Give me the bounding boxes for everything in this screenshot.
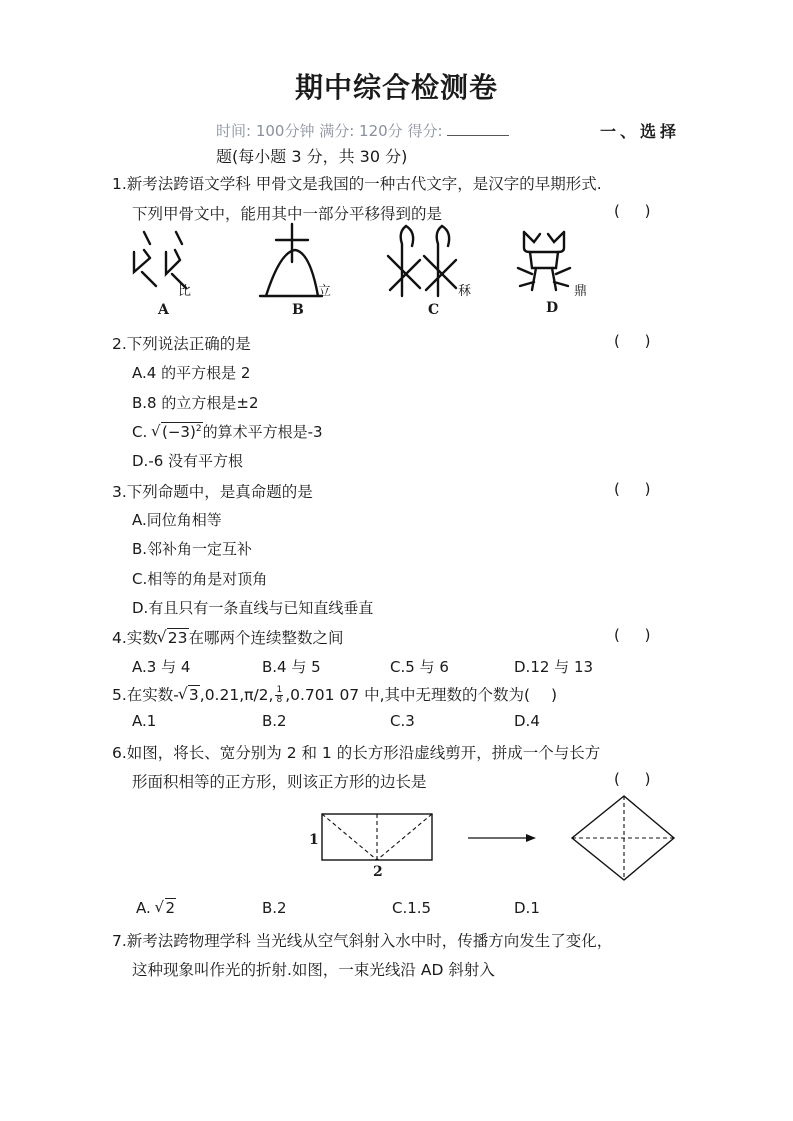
oracle-ding-glyph bbox=[518, 232, 570, 290]
q7-stem-line2: 这种现象叫作光的折射.如图，一束光线沿 AD 斜射入 bbox=[132, 961, 495, 979]
q5-option-a: A.1 bbox=[132, 712, 157, 730]
q2-option-c bbox=[132, 421, 323, 442]
q6-option-a-prefix: A. bbox=[136, 899, 156, 917]
oracle-li-glyph bbox=[260, 224, 322, 296]
q3-stem: 3.下列命题中，是真命题的是 bbox=[112, 483, 313, 501]
exponent: 2 bbox=[195, 424, 202, 434]
q1-oracle-figures bbox=[120, 222, 620, 322]
oracle-li2-glyph bbox=[388, 226, 456, 296]
q4-stem bbox=[112, 626, 344, 648]
q7-stem-line1: 7.新考法跨物理学科 当光线从空气斜射入水中时，传播方向发生了变化， bbox=[112, 932, 613, 950]
q5-option-d: D.4 bbox=[514, 712, 540, 730]
q1-label-c: C bbox=[428, 302, 440, 318]
q6-stem-line2: 形面积相等的正方形，则该正方形的边长是 bbox=[132, 773, 427, 791]
radicand-text: (−3) bbox=[162, 423, 196, 441]
q6-option-d: D.1 bbox=[514, 899, 540, 917]
exam-meta-text: 时间: 100分钟 满分: 120分 得分: bbox=[216, 122, 443, 140]
q1-stem-line2: 下列甲骨文中，能用其中一部分平移得到的是 bbox=[132, 205, 443, 223]
q4-stem-suffix: 在哪两个连续整数之间 bbox=[188, 629, 344, 647]
q6-option-b: B.2 bbox=[262, 899, 287, 917]
sqrt-expression bbox=[158, 629, 189, 647]
answer-paren: ( ) bbox=[614, 770, 661, 788]
q2-option-c-prefix: C. bbox=[132, 423, 153, 441]
q3-option-c: C.相等的角是对顶角 bbox=[132, 570, 268, 588]
rectangle-figure bbox=[322, 814, 432, 860]
q2-option-d: D.-6 没有平方根 bbox=[132, 452, 244, 470]
q4-option-d: D.12 与 13 bbox=[514, 658, 594, 676]
answer-paren: ( ) bbox=[614, 480, 661, 498]
sqrt-expression bbox=[152, 423, 203, 441]
fraction-denominator: 8 bbox=[276, 695, 283, 705]
q5-option-c: C.3 bbox=[390, 712, 415, 730]
q5-stem-mid: ,0.21,π/2, bbox=[199, 686, 274, 704]
sqrt-radicand: 23 bbox=[167, 629, 188, 647]
square-figure bbox=[572, 796, 674, 880]
q3-option-d: D.有且只有一条直线与已知直线垂直 bbox=[132, 599, 374, 617]
section-heading: 一、选择 bbox=[600, 122, 681, 141]
answer-paren: ( ) bbox=[614, 332, 661, 350]
q4-option-c: C.5 与 6 bbox=[390, 658, 449, 676]
q2-option-c-suffix: 的算术平方根是-3 bbox=[202, 423, 323, 441]
arrow-icon bbox=[468, 834, 536, 842]
section-heading-cont: 题(每小题 3 分，共 30 分) bbox=[216, 147, 408, 166]
q1-glyph-name-d: 鼎 bbox=[574, 284, 588, 299]
q5-stem-prefix: 5.在实数- bbox=[112, 686, 179, 704]
q4-option-b: B.4 与 5 bbox=[262, 658, 321, 676]
q3-option-b: B.邻补角一定互补 bbox=[132, 540, 253, 558]
q1-label-a: A bbox=[158, 302, 169, 318]
q1-stem-line1: 1.新考法跨语文学科 甲骨文是我国的一种古代文字，是汉字的早期形式. bbox=[112, 175, 602, 193]
q2-option-a: A.4 的平方根是 2 bbox=[132, 364, 251, 382]
sqrt-radicand: 2 bbox=[165, 899, 176, 917]
q4-option-a: A.3 与 4 bbox=[132, 658, 191, 676]
q2-option-b: B.8 的立方根是±2 bbox=[132, 394, 259, 412]
q6-option-c: C.1.5 bbox=[392, 899, 432, 917]
rect-width-label: 1 bbox=[309, 832, 319, 848]
page-title: 期中综合检测卷 bbox=[294, 71, 498, 104]
sqrt-expression bbox=[179, 686, 200, 704]
q2-stem: 2.下列说法正确的是 bbox=[112, 335, 251, 353]
rect-length-label: 2 bbox=[373, 864, 383, 880]
q5-stem bbox=[112, 683, 565, 705]
fraction bbox=[275, 686, 283, 705]
q6-option-a bbox=[136, 899, 176, 917]
sqrt-radicand: 3 bbox=[188, 686, 199, 704]
q6-stem-line1: 6.如图，将长、宽分别为 2 和 1 的长方形沿虚线剪开，拼成一个与长方 bbox=[112, 744, 601, 762]
q4-stem-prefix: 4.实数 bbox=[112, 629, 158, 647]
fraction-numerator: 1 bbox=[276, 685, 283, 695]
q1-glyph-name-b: 立 bbox=[318, 284, 332, 299]
q1-label-b: B bbox=[292, 302, 304, 318]
q5-stem-suffix: ,0.701 07 中,其中无理数的个数为 bbox=[285, 686, 525, 704]
q3-option-a: A.同位角相等 bbox=[132, 511, 222, 529]
q1-glyph-name-a: 比 bbox=[178, 284, 192, 299]
q6-rectangle-diagram bbox=[300, 790, 700, 890]
answer-paren: ( ) bbox=[524, 686, 566, 704]
q5-option-b: B.2 bbox=[262, 712, 287, 730]
answer-paren: ( ) bbox=[614, 202, 661, 220]
sqrt-radicand bbox=[161, 422, 203, 441]
sqrt-expression bbox=[156, 899, 177, 917]
exam-meta bbox=[216, 120, 509, 141]
q1-label-d: D bbox=[546, 300, 559, 316]
score-blank bbox=[447, 123, 509, 136]
q1-glyph-name-c: 秝 bbox=[458, 284, 472, 299]
answer-paren: ( ) bbox=[614, 626, 661, 644]
